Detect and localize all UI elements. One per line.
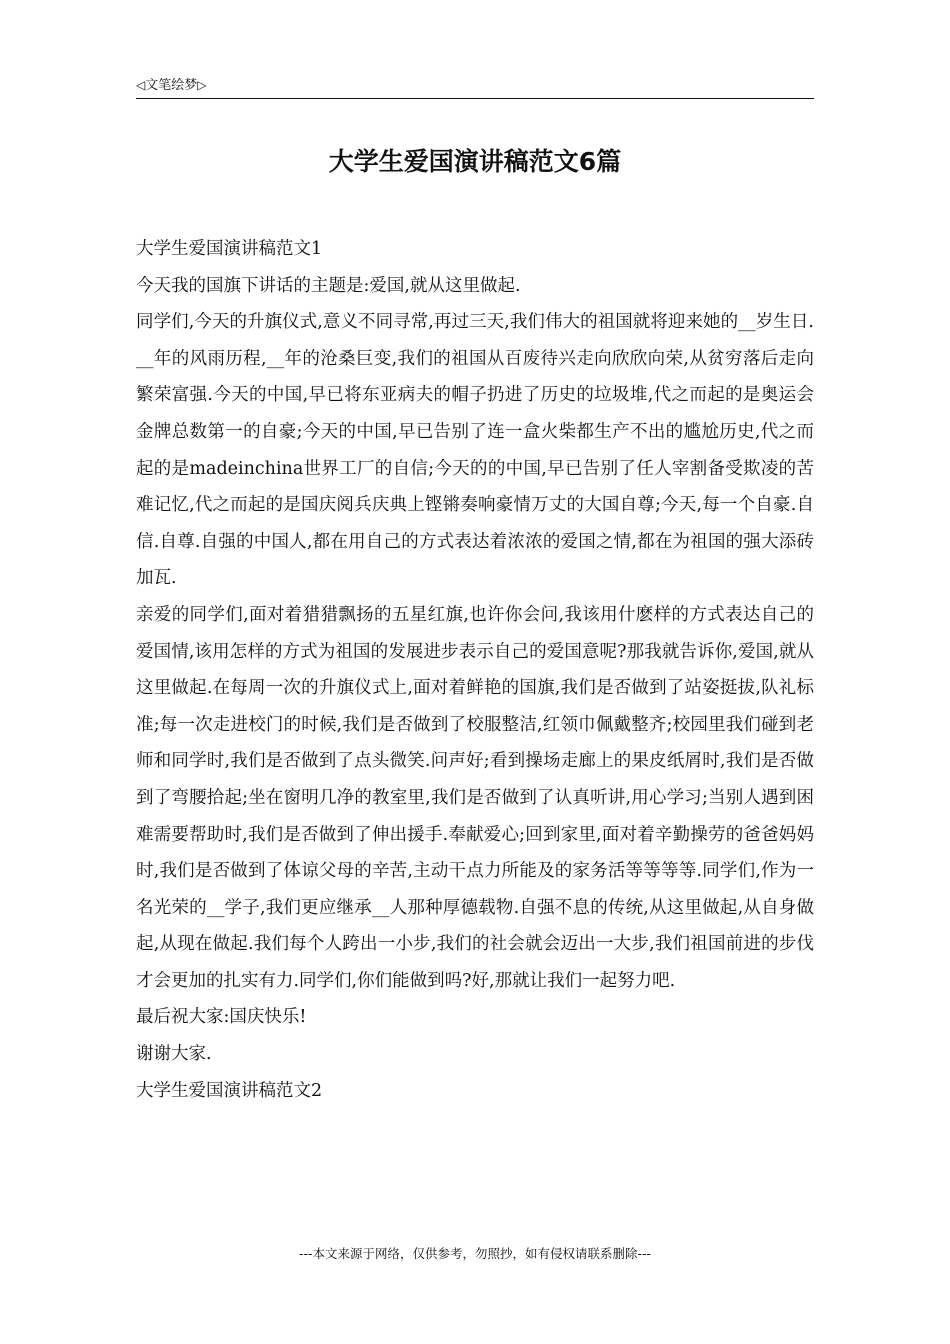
- right-triangle-icon: ▷: [197, 78, 207, 92]
- brand-logo: [136, 76, 206, 95]
- document-body: [136, 231, 814, 1109]
- page-header: [136, 76, 814, 99]
- section-heading-2: 大学生爱国演讲稿范文2: [136, 1080, 323, 1101]
- section-heading-1: 大学生爱国演讲稿范文1: [136, 239, 323, 259]
- paragraph-closing-wish: 最后祝大家:国庆快乐!: [136, 1007, 307, 1028]
- document-title: 大学生爱国演讲稿范文6篇: [328, 147, 622, 176]
- page-footer-disclaimer: ---本文来源于网络，仅供参考，勿照抄，如有侵权请联系删除---: [298, 1246, 652, 1261]
- paragraph-thanks: 谢谢大家.: [136, 1044, 212, 1065]
- paragraph-body-1: 同学们,今天的升旗仪式,意义不同寻常,再过三天,我们伟大的祖国就将迎来她的__岁生日.__年的风雨历程,__年的沧桑巨变,我们的祖国从百废待兴走向欣欣向荣,从贫穷落后走向繁荣富强.今天的中国,早已将东亚病夫的帽子扔进了历史的垃圾堆,代之而起的是奥运会金牌总数第一的自豪;今天的中国,早已告别了连一盒火柴都生产不出的尴尬历史,代之而起的是madeinchina世界工厂的自信;今天的的中国,早已告别了任人宰割备受欺凌的苦难记忆,代之而起的是国庆阅兵庆典上铿锵奏响豪情万丈的大国自尊;今天,每一个自豪.自信.自尊.自强的中国人,都在用自己的方式表达着浓浓的爱国之情,都在为祖国的强大添砖加瓦.: [136, 312, 814, 589]
- paragraph-body-2: 亲爱的同学们,面对着猎猎飘扬的五星红旗,也许你会问,我该用什麽样的方式表达自己的爱国情,该用怎样的方式为祖国的发展进步表示自己的爱国意呢?那我就告诉你,爱国,就从这里做起.在每周一次的升旗仪式上,面对着鲜艳的国旗,我们是否做到了站姿挺拔,队礼标准;每一次走进校门的时候,我们是否做到了校服整洁,红领巾佩戴整齐;校园里我们碰到老师和同学时,我们是否做到了点头微笑.问声好;看到操场走廊上的果皮纸屑时,我们是否做到了弯腰拾起;坐在窗明几净的教室里,我们是否做到了认真听讲,用心学习;当别人遇到困难需要帮助时,我们是否做到了伸出援手.奉献爱心;回到家里,面对着辛勤操劳的爸爸妈妈时,我们是否做到了体谅父母的辛苦,主动干点力所能及的家务活等等等等.同学们,作为一名光荣的__学子,我们更应继承__人那种厚德载物.自强不息的传统,从这里做起,从自身做起,从现在做起.我们每个人跨出一小步,我们的社会就会迈出一大步,我们祖国前进的步伐才会更加的扎实有力.同学们,你们能做到吗?好,那就让我们一起努力吧.: [136, 604, 814, 991]
- brand-text: 文笔绘梦: [145, 78, 198, 93]
- paragraph-topic: 今天我的国旗下讲话的主题是:爱国,就从这里做起.: [136, 275, 521, 296]
- left-triangle-icon: ◁: [136, 78, 146, 92]
